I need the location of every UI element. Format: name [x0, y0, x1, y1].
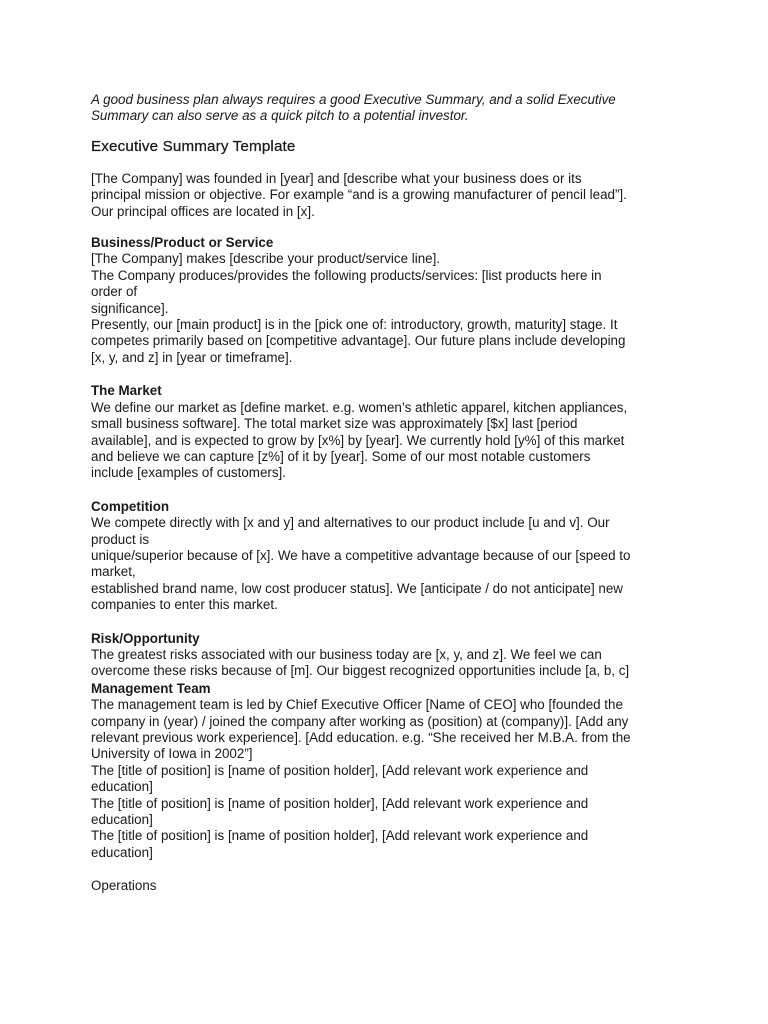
section-line: [The Company] makes [describe your product/service line].	[91, 251, 441, 267]
intro-paragraph	[91, 92, 691, 125]
section-line: We define our market as [define market. e.g. women’s athletic apparel, kitchen appliances,	[91, 399, 628, 415]
section-line: product is	[91, 531, 150, 547]
section-line: education]	[91, 779, 153, 795]
section-line: established brand name, low cost producer status]. We [anticipate / do not anticipate] new	[91, 580, 623, 596]
section-line: market,	[91, 564, 136, 580]
section-heading: Management Team	[91, 680, 211, 696]
section-line: available], and is expected to grow by [x%] by [year]. We currently hold [y%] of this market	[91, 432, 625, 448]
section-heading: Business/Product or Service	[91, 235, 274, 251]
section-heading: Risk/Opportunity	[91, 630, 200, 646]
section-line: relevant previous work experience]. [Add education. e.g. “She received her M.B.A. from the	[91, 730, 631, 745]
section-line: The [title of position] is [name of position holder], [Add relevant work experience and	[91, 795, 589, 811]
section-line: The greatest risks associated with our business today are [x, y, and z]. We feel we can	[91, 646, 602, 662]
section-line: The Company produces/provides the following products/services: [list products here in	[91, 267, 602, 283]
section-line: The [title of position] is [name of position holder], [Add relevant work experience and	[91, 828, 589, 844]
section-line: Presently, our [main product] is in the [pick one of: introductory, growth, maturity] stage. It	[91, 317, 618, 333]
section-line: education]	[91, 812, 153, 828]
section-market	[91, 383, 691, 481]
section-line: overcome these risks because of [m]. Our biggest recognized opportunities include [a, b, c]	[91, 663, 630, 679]
section-heading: Competition	[91, 498, 170, 514]
section-line: The [title of position] is [name of position holder], [Add relevant work experience and	[91, 762, 589, 778]
section-line: company in (year) / joined the company after working as (position) at (company)]. [Add any	[91, 713, 629, 729]
operations-label: Operations	[91, 878, 157, 894]
document-body	[91, 92, 691, 908]
section-line: order of	[91, 284, 138, 300]
section-risk	[91, 631, 691, 680]
section-line: small business software]. The total market size was approximately [$x] last [period	[91, 416, 578, 432]
section-line: education]	[91, 844, 153, 860]
section-line: include [examples of customers].	[91, 465, 286, 481]
overview-line: principal mission or objective. For example “and is a growing manufacturer of pencil lead”].	[91, 187, 627, 203]
overview-line: [The Company] was founded in [year] and [describe what your business does or its	[91, 170, 582, 186]
section-line: competes primarily based on [competitive advantage]. Our future plans include developing	[91, 333, 626, 349]
section-line: companies to enter this market.	[91, 597, 278, 613]
company-overview	[91, 171, 691, 220]
section-product	[91, 235, 691, 366]
section-heading: The Market	[91, 383, 162, 399]
section-line: unique/superior because of [x]. We have a competitive advantage because of our [speed to	[91, 547, 631, 563]
intro-line: A good business plan always requires a good Executive Summary, and a solid Executive	[91, 92, 616, 107]
overview-line: Our principal offices are located in [x].	[91, 203, 315, 219]
section-line: significance].	[91, 300, 169, 316]
section-line: [x, y, and z] in [year or timeframe].	[91, 349, 293, 365]
section-line: University of Iowa in 2002”]	[91, 746, 253, 762]
section-management	[91, 681, 691, 861]
section-line: and believe we can capture [z%] of it by [year]. Some of our most notable customers	[91, 448, 591, 464]
intro-line: Summary can also serve as a quick pitch to a potential investor.	[91, 108, 469, 124]
section-line: The management team is led by Chief Executive Officer [Name of CEO] who [founded the	[91, 697, 623, 713]
section-line: We compete directly with [x and y] and alternatives to our product include [u and v]. Our	[91, 515, 610, 531]
section-competition	[91, 499, 691, 614]
document-title: Executive Summary Template	[91, 137, 296, 155]
